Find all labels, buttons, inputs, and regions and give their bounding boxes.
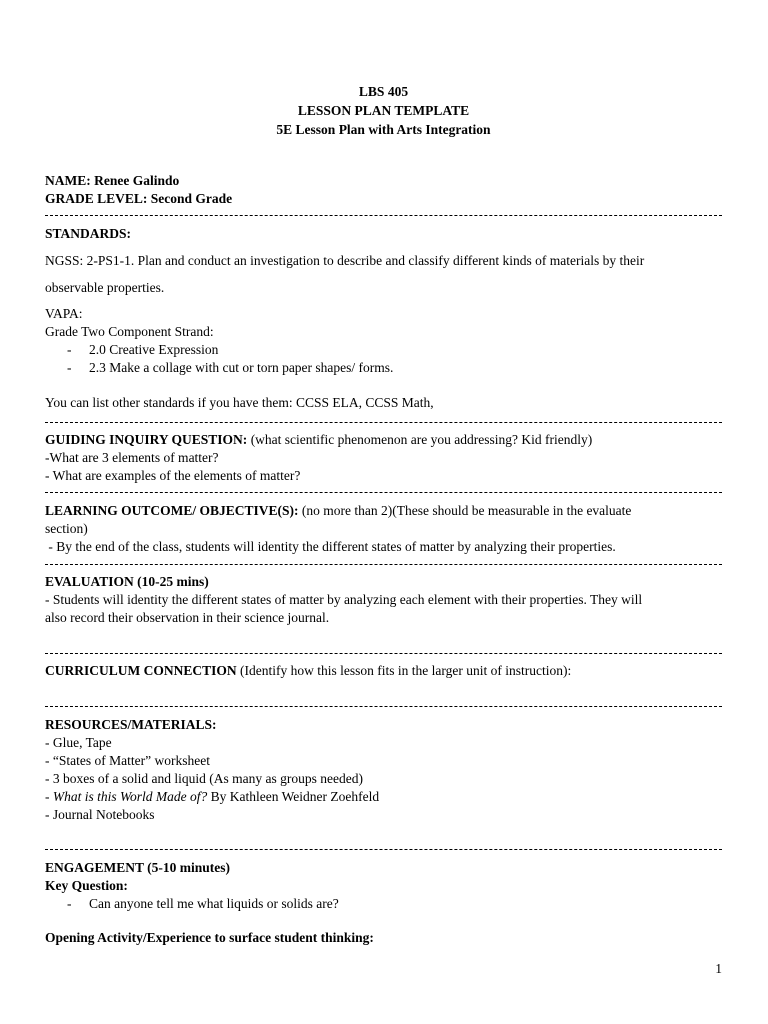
book-title: What is this World Made of? [52,789,208,804]
resource-item: - Journal Notebooks [45,807,155,822]
resource-item: - 3 boxes of a solid and liquid (As many as groups needed) [45,771,363,786]
separator-line [45,564,722,565]
guiding-note: (what scientific phenomenon are you addressing? Kid friendly) [250,432,593,447]
vapa-label: VAPA: [45,306,83,321]
resource-item [45,788,722,806]
ngss-standard-line1: NGSS: 2-PS1-1. Plan and conduct an investigation to describe and classify different kinds of materials by their [45,253,645,268]
curriculum-note: (Identify how this lesson fits in the larger unit of instruction): [240,663,572,678]
separator-line [45,653,722,654]
curriculum-heading: CURRICULUM CONNECTION [45,663,237,678]
document-page [45,0,722,1024]
evaluation-heading: EVALUATION (10-25 mins) [45,574,209,589]
outcome-section [45,502,722,556]
document-header [45,82,722,139]
separator-line [45,492,722,493]
resources-heading: RESOURCES/MATERIALS: [45,717,217,732]
dash-marker: - [67,360,72,375]
name-label: NAME: [45,173,91,188]
engagement-heading: ENGAGEMENT (5-10 minutes) [45,860,231,875]
grade-label: GRADE LEVEL: [45,191,148,206]
key-question-text: Can anyone tell me what liquids or solids are? [89,896,339,911]
resources-section [45,716,722,824]
separator-line [45,849,722,850]
document-title: LESSON PLAN TEMPLATE [297,103,470,118]
outcome-note: (no more than 2)(These should be measurable in the evaluate [301,503,632,518]
guiding-question-section [45,431,722,485]
separator-line [45,215,722,216]
key-question-item [45,895,722,913]
guiding-question-2: - What are examples of the elements of matter? [45,468,301,483]
dash-marker: - [67,342,72,357]
curriculum-section [45,662,722,680]
ngss-standard-line2: observable properties. [45,280,165,295]
opening-activity-label: Opening Activity/Experience to surface student thinking: [45,930,374,945]
standard-item-text: 2.3 Make a collage with cut or torn paper shapes/ forms. [89,360,394,375]
separator-line [45,422,722,423]
key-question-label: Key Question: [45,878,128,893]
engagement-section [45,859,722,947]
standards-section [45,225,722,412]
guiding-heading: GUIDING INQUIRY QUESTION: [45,432,248,447]
outcome-heading: LEARNING OUTCOME/ OBJECTIVE(S): [45,503,299,518]
standard-item [45,359,722,377]
guiding-question-1: -What are 3 elements of matter? [45,450,219,465]
document-subtitle: 5E Lesson Plan with Arts Integration [276,122,491,137]
name-value: Renee Galindo [94,173,180,188]
strand-label: Grade Two Component Strand: [45,324,214,339]
standard-item-text: 2.0 Creative Expression [89,342,219,357]
book-author: By Kathleen Weidner Zoehfeld [207,789,380,804]
standards-heading: STANDARDS: [45,226,132,241]
resource-item: - Glue, Tape [45,735,112,750]
evaluation-line1: - Students will identity the different states of matter by analyzing each element with their properties. They will [45,592,643,607]
evaluation-line2: also record their observation in their science journal. [45,610,330,625]
standard-item [45,341,722,359]
evaluation-section [45,573,722,627]
separator-line [45,706,722,707]
page-number: 1 [715,961,722,976]
outcome-note-cont: section) [45,521,88,536]
other-standards: You can list other standards if you have them: CCSS ELA, CCSS Math, [45,395,434,410]
course-code: LBS 405 [358,84,409,99]
info-section [45,172,722,208]
outcome-item: - By the end of the class, students will identity the different states of matter by analyzing their properties. [45,539,616,554]
dash-marker: - [67,896,72,911]
resource-prefix: - [45,789,53,804]
grade-value: Second Grade [150,191,233,206]
resource-item: - “States of Matter” worksheet [45,753,210,768]
